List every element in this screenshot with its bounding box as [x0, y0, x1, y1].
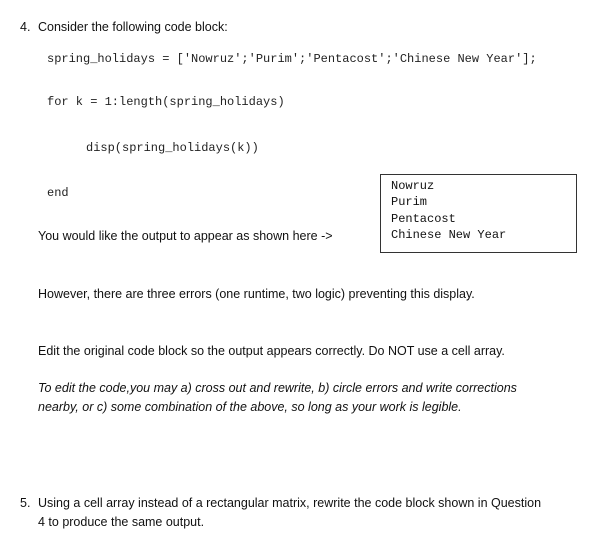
output-line: Nowruz [391, 179, 435, 193]
output-line: Pentacost [391, 212, 456, 226]
question-5-line-1: Using a cell array instead of a rectangular matrix, rewrite the code block shown in Question [38, 496, 542, 510]
edit-help-line-2: nearby, or c) some combination of the above, so long as your work is legible. [38, 400, 462, 414]
edit-instruction: Edit the original code block so the output appears correctly. Do NOT use a cell array. [38, 344, 505, 358]
output-intro: You would like the output to appear as shown here -> [38, 229, 333, 243]
edit-help-line-1: To edit the code,you may a) cross out and rewrite, b) circle errors and write corrections [38, 381, 517, 395]
question-4-prompt: Consider the following code block: [38, 20, 228, 34]
code-line-assignment: spring_holidays = ['Nowruz';'Purim';'Pentacost';'Chinese New Year']; [47, 52, 537, 66]
question-4-number: 4. [20, 20, 31, 34]
code-line-disp: disp(spring_holidays(k)) [86, 141, 259, 155]
code-line-end: end [47, 186, 69, 200]
question-5-number: 5. [20, 496, 31, 510]
errors-note: However, there are three errors (one runtime, two logic) preventing this display. [38, 287, 475, 301]
output-line: Chinese New Year [391, 228, 507, 242]
question-5-line-2: 4 to produce the same output. [38, 515, 205, 529]
output-line: Purim [391, 195, 428, 209]
expected-output-box [380, 174, 577, 253]
code-line-for: for k = 1:length(spring_holidays) [47, 95, 285, 109]
